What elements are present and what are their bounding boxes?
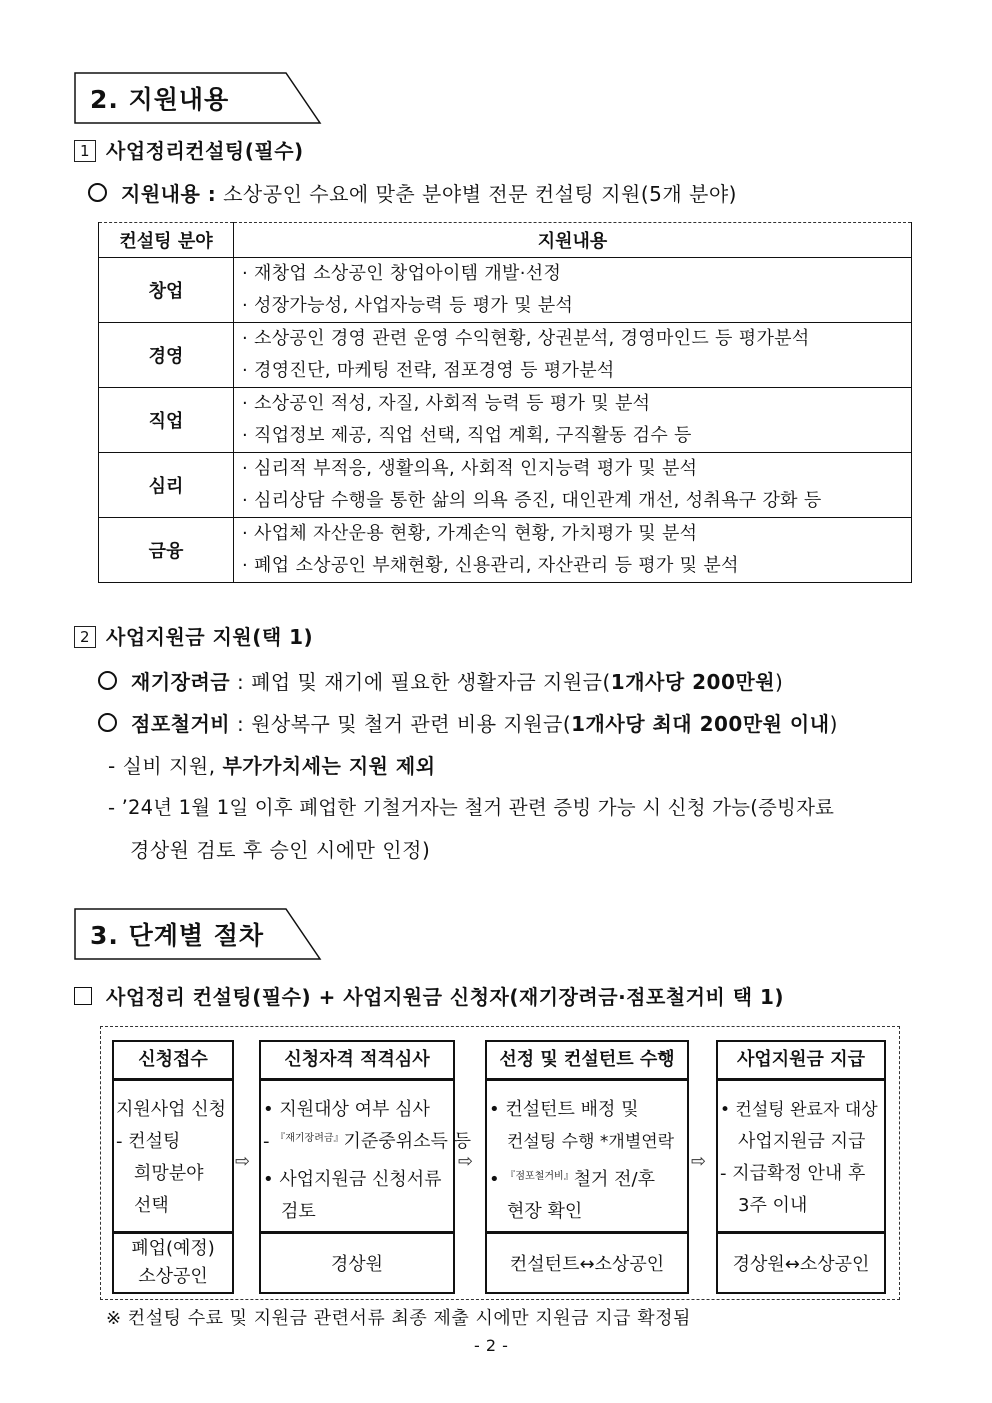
item2-detail1: [108, 750, 436, 779]
item2-title: 사업지원금 지원(택 1): [106, 625, 314, 649]
table-row: [99, 453, 912, 518]
table-row: [99, 518, 912, 583]
bullet-amount: 1개사당 최대 200만원 이내: [571, 712, 830, 736]
step1-head: 신청접수: [112, 1040, 234, 1080]
step-line: - 지급확정 안내 후: [720, 1163, 866, 1184]
step4-foot: 경상원↔소상공인: [716, 1232, 886, 1294]
row-details: [234, 453, 912, 518]
square-bullet-icon: [74, 987, 92, 1005]
bullet-text: : 원상복구 및 철거 관련 비용 지원금(: [236, 712, 572, 736]
row-details: [234, 258, 912, 323]
detail-line: · 사업체 자산운용 현황, 가계손익 현황, 가치평가 및 분석: [242, 523, 698, 544]
item2-detail2-line2: 경상원 검토 후 승인 시에만 인정): [130, 838, 431, 862]
detail-line: · 재창업 소상공인 창업아이템 개발·선정: [242, 263, 562, 284]
step-line: • 지원대상 여부 심사: [263, 1099, 430, 1120]
right-arrow-icon: ⇨: [235, 1151, 251, 1172]
page-number: - 2 -: [474, 1336, 509, 1355]
step1-foot: [112, 1232, 234, 1294]
section3-subtitle: 사업정리 컨설팅(필수) + 사업지원금 신청자(재기장려금·점포철거비 택 1): [106, 985, 785, 1009]
item2-heading: [74, 621, 313, 650]
detail-line: · 소상공인 적성, 자질, 사회적 능력 등 평가 및 분석: [242, 393, 651, 414]
bullet-label: 지원내용 :: [121, 182, 217, 206]
step-line: 현장 확인: [507, 1201, 583, 1222]
bullet-end: ): [829, 712, 838, 736]
step-text: 철거 전/후: [573, 1169, 655, 1190]
step-foot-line: 폐업(예정): [131, 1238, 215, 1259]
row-details: [234, 323, 912, 388]
bullet-text: 소상공인 수요에 맞춘 분야별 전문 컨설팅 지원(5개 분야): [223, 182, 737, 206]
item2-detail2-line1: - ’24년 1월 1일 이후 폐업한 기철거자는 철거 관련 증빙 가능 시 신청 가능(증빙자료: [108, 796, 835, 819]
detail-text: - 실비 지원,: [108, 754, 223, 778]
step-line: - $^{『재기장려금』}$기준중위소득 등: [263, 1131, 471, 1152]
row-category: 금융: [99, 518, 234, 583]
row-category: 직업: [99, 388, 234, 453]
process-flow: [100, 1026, 900, 1300]
step-line: 검토: [281, 1201, 316, 1222]
step-line: 선택: [134, 1195, 169, 1216]
step-line: - 컨설팅: [116, 1131, 181, 1152]
step2-head: 신청자격 적격심사: [259, 1040, 455, 1080]
step3-foot: 컨설턴트↔소상공인: [485, 1232, 689, 1294]
step1-body: [112, 1079, 234, 1233]
step-tag: 『재기장려금』: [275, 1133, 344, 1144]
step2-foot: 경상원: [259, 1232, 455, 1294]
table-row: [99, 388, 912, 453]
item2-bullet1: [98, 666, 783, 695]
step3-head: 선정 및 컨설턴트 수행: [485, 1040, 689, 1080]
row-category: 경영: [99, 323, 234, 388]
step-text: 기준중위소득 등: [343, 1131, 471, 1152]
row-details: [234, 518, 912, 583]
step-line: 지원사업 신청: [116, 1099, 227, 1120]
footnote: ※ 컨설팅 수료 및 지원금 관련서류 최종 제출 시에만 지원금 지급 확정됨: [106, 1308, 691, 1329]
circle-bullet-icon: [88, 183, 107, 202]
table-row: [99, 258, 912, 323]
step3-body: [485, 1079, 689, 1233]
table-row: [99, 323, 912, 388]
bullet-label: 점포철거비: [131, 712, 231, 736]
detail-line: · 경영진단, 마케팅 전략, 점포경영 등 평가분석: [242, 360, 615, 381]
right-arrow-icon: ⇨: [691, 1151, 707, 1172]
bullet-label: 재기장려금: [131, 670, 231, 694]
step-line: • 사업지원금 신청서류: [263, 1169, 442, 1190]
step-line: 3주 이내: [738, 1195, 808, 1216]
section3-subtitle-line: [74, 981, 784, 1010]
detail-line: · 소상공인 경영 관련 운영 수익현황, 상권분석, 경영마인드 등 평가분석: [242, 328, 810, 349]
table-header-row: [99, 223, 912, 258]
step-line: 사업지원금 지급: [738, 1131, 866, 1152]
consulting-table: [98, 222, 912, 583]
detail-line: · 폐업 소상공인 부채현황, 신용관리, 자산관리 등 평가 및 분석: [242, 555, 739, 576]
step-line: • 컨설턴트 배정 및: [489, 1099, 639, 1120]
bullet-text: : 폐업 및 재기에 필요한 생활자금 지원금(: [236, 670, 611, 694]
bullet-end: ): [775, 670, 784, 694]
row-category: 창업: [99, 258, 234, 323]
section3-title: 3. 단계별 절차: [90, 921, 265, 950]
circle-bullet-icon: [98, 713, 117, 732]
step-line: 컨설팅 수행 *개별연락: [507, 1132, 675, 1152]
item2-bullet2: [98, 708, 838, 737]
step-line: • $^{『점포철거비』}$철거 전/후: [489, 1169, 655, 1190]
right-arrow-icon: ⇨: [458, 1151, 474, 1172]
step-line: • 컨설팅 완료자 대상: [720, 1100, 878, 1120]
step4-body: [716, 1079, 886, 1233]
detail-line: · 성장가능성, 사업자능력 등 평가 및 분석: [242, 295, 574, 316]
detail-line: · 심리적 부적응, 생활의욕, 사회적 인지능력 평가 및 분석: [242, 458, 698, 479]
step-foot-line: 소상공인: [138, 1266, 208, 1287]
row-details: [234, 388, 912, 453]
circle-bullet-icon: [98, 671, 117, 690]
number-box: 1: [74, 140, 96, 162]
step4-head: 사업지원금 지급: [716, 1040, 886, 1080]
step2-body: [259, 1079, 471, 1233]
detail-line: · 직업정보 제공, 직업 선택, 직업 계획, 구직활동 검수 등: [242, 425, 692, 446]
header-content: 지원내용: [234, 223, 912, 258]
item1-heading: [74, 135, 304, 164]
detail-bold: 부가가치세는 지원 제외: [222, 754, 436, 778]
number-box: 2: [74, 626, 96, 648]
step-tag: 『점포철거비』: [505, 1171, 574, 1182]
bullet-amount: 1개사당 200만원: [610, 670, 776, 694]
detail-line: · 심리상담 수행을 통한 삶의 의욕 증진, 대인관계 개선, 성취욕구 강화 등: [242, 490, 822, 511]
item1-title: 사업정리컨설팅(필수): [106, 139, 304, 163]
item1-bullet: [88, 178, 737, 207]
step-line: 희망분야: [134, 1163, 204, 1184]
section2-title: 2. 지원내용: [90, 85, 230, 114]
header-category: 컨설팅 분야: [99, 223, 234, 258]
row-category: 심리: [99, 453, 234, 518]
